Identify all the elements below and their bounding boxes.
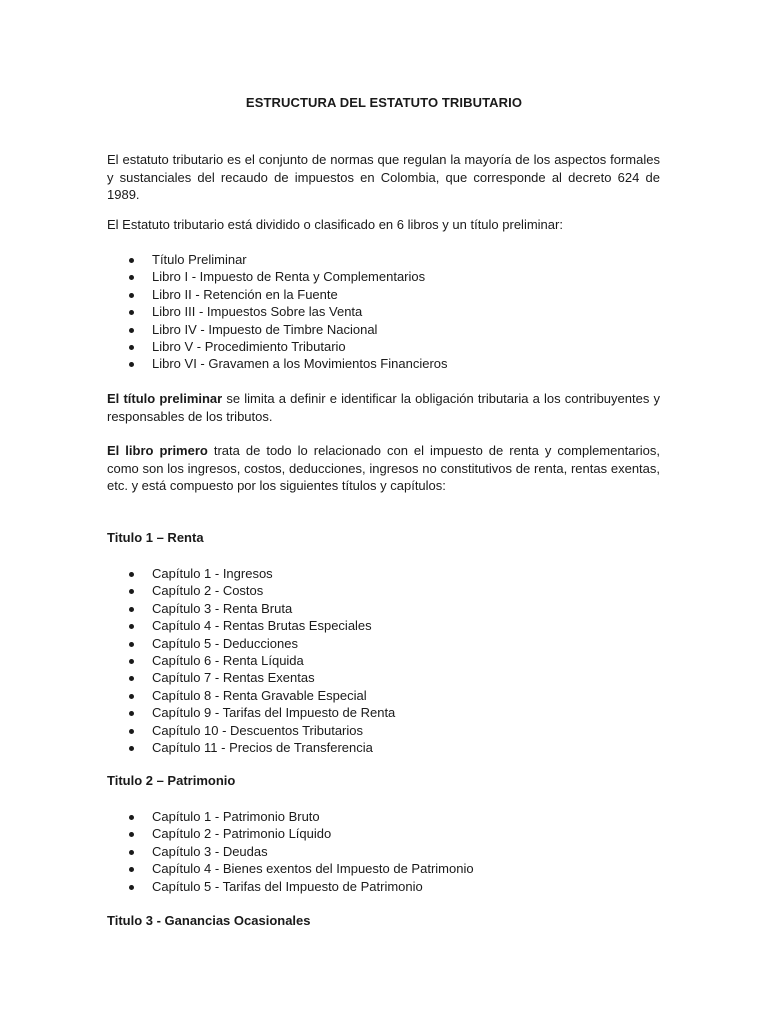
list-item — [107, 617, 660, 634]
bullet-icon — [129, 572, 134, 577]
preliminar-bold-lead: El título preliminar — [107, 391, 223, 406]
list-item — [107, 704, 660, 721]
intro-paragraph: El estatuto tributario es el conjunto de normas que regulan la mayoría de los aspectos formales y sustanciales del recaudo de impuestos en Colombia, que corresponde al decreto 624 de 1989. — [107, 152, 660, 202]
titulo2-heading: Titulo 2 – Patrimonio — [107, 773, 236, 788]
list-item-text: Libro II - Retención en la Fuente — [152, 286, 338, 302]
bullet-icon — [129, 711, 134, 716]
list-item-text: Libro IV - Impuesto de Timbre Nacional — [152, 321, 378, 337]
list-item-text: Capítulo 3 - Deudas — [152, 843, 268, 859]
list-item — [107, 722, 660, 739]
list-item-text: Capítulo 9 - Tarifas del Impuesto de Renta — [152, 705, 396, 721]
bullet-icon — [129, 867, 134, 872]
bullet-icon — [129, 676, 134, 681]
list-item — [107, 582, 660, 599]
bullet-icon — [129, 659, 134, 664]
list-item-text: Capítulo 3 - Renta Bruta — [152, 600, 293, 616]
list-item-text: Capítulo 1 - Patrimonio Bruto — [152, 809, 320, 824]
list-item-text: Libro III - Impuestos Sobre las Venta — [152, 304, 363, 320]
primero-text: trata de todo lo relacionado con el impuesto de renta y complementarios, como son los ingresos, costos, deducciones, ingresos no constitutivos de renta, rentas exentas, etc. y está compuesto por los siguientes títulos y capítulos: — [107, 443, 660, 493]
bullet-icon — [129, 328, 134, 333]
bullet-icon — [129, 885, 134, 890]
primero-block — [107, 442, 660, 495]
list-item — [107, 860, 660, 877]
bullet-icon — [129, 589, 134, 594]
list-item — [107, 843, 660, 860]
list-item-text: Capítulo 6 - Renta Líquida — [152, 652, 304, 668]
titulo1-chapters-list — [107, 565, 660, 756]
books-list-block — [107, 251, 660, 373]
bullet-icon — [129, 624, 134, 629]
bullet-icon — [129, 729, 134, 734]
list-item — [107, 286, 660, 303]
list-item-text: Capítulo 11 - Precios de Transferencia — [152, 739, 373, 755]
list-item — [107, 321, 660, 338]
books-list — [107, 251, 660, 373]
list-item — [107, 669, 660, 686]
bullet-icon — [129, 362, 134, 367]
bullet-icon — [129, 746, 134, 751]
division-block — [107, 216, 660, 234]
titulo2-chapters-list — [107, 808, 660, 895]
list-item-text: Libro VI - Gravamen a los Movimientos Financieros — [152, 356, 448, 372]
list-item — [107, 251, 660, 268]
list-item-text: Libro V - Procedimiento Tributario — [152, 338, 346, 354]
list-item — [107, 355, 660, 372]
primero-bold-lead: El libro primero — [107, 443, 208, 458]
bullet-icon — [129, 832, 134, 837]
titulo2-list-block — [107, 808, 660, 895]
document-title: ESTRUCTURA DEL ESTATUTO TRIBUTARIO — [245, 95, 523, 110]
list-item — [107, 338, 660, 355]
list-item — [107, 303, 660, 320]
bullet-icon — [129, 694, 134, 699]
primero-paragraph — [107, 442, 660, 495]
bullet-icon — [129, 345, 134, 350]
titulo1-heading: Titulo 1 – Renta — [107, 530, 204, 545]
list-item-text: Capítulo 2 - Patrimonio Líquido — [152, 826, 332, 842]
list-item — [107, 687, 660, 704]
list-item — [107, 565, 660, 582]
list-item-text: Capítulo 2 - Costos — [152, 583, 264, 599]
bullet-icon — [129, 850, 134, 855]
bullet-icon — [129, 607, 134, 612]
list-item — [107, 739, 660, 756]
bullet-icon — [129, 275, 134, 280]
division-paragraph: El Estatuto tributario está dividido o clasificado en 6 libros y un título preliminar: — [107, 217, 563, 232]
list-item — [107, 268, 660, 285]
bullet-icon — [129, 815, 134, 820]
preliminar-text: se limita a definir e identificar la obligación tributaria a los contribuyentes y responsables de los tributos. — [107, 391, 660, 424]
list-item-text: Capítulo 10 - Descuentos Tributarios — [152, 722, 363, 738]
list-item-text: Título Preliminar — [152, 252, 247, 267]
list-item — [107, 808, 660, 825]
list-item — [107, 635, 660, 652]
list-item — [107, 652, 660, 669]
list-item-text: Capítulo 1 - Ingresos — [152, 566, 273, 581]
intro-block — [107, 151, 660, 204]
list-item-text: Capítulo 5 - Tarifas del Impuesto de Patrimonio — [152, 878, 423, 894]
list-item-text: Libro I - Impuesto de Renta y Complementarios — [152, 269, 426, 285]
list-item-text: Capítulo 4 - Bienes exentos del Impuesto de Patrimonio — [152, 861, 474, 877]
list-item — [107, 600, 660, 617]
preliminar-block — [107, 390, 660, 425]
titulo1-list-block — [107, 565, 660, 756]
bullet-icon — [129, 310, 134, 315]
list-item-text: Capítulo 8 - Renta Gravable Especial — [152, 687, 367, 703]
list-item-text: Capítulo 5 - Deducciones — [152, 635, 298, 651]
bullet-icon — [129, 642, 134, 647]
list-item — [107, 825, 660, 842]
bullet-icon — [129, 293, 134, 298]
bullet-icon — [129, 258, 134, 263]
titulo3-heading: Titulo 3 - Ganancias Ocasionales — [107, 913, 311, 928]
list-item-text: Capítulo 7 - Rentas Exentas — [152, 670, 315, 686]
list-item-text: Capítulo 4 - Rentas Brutas Especiales — [152, 618, 372, 634]
preliminar-paragraph — [107, 390, 660, 425]
list-item — [107, 878, 660, 895]
